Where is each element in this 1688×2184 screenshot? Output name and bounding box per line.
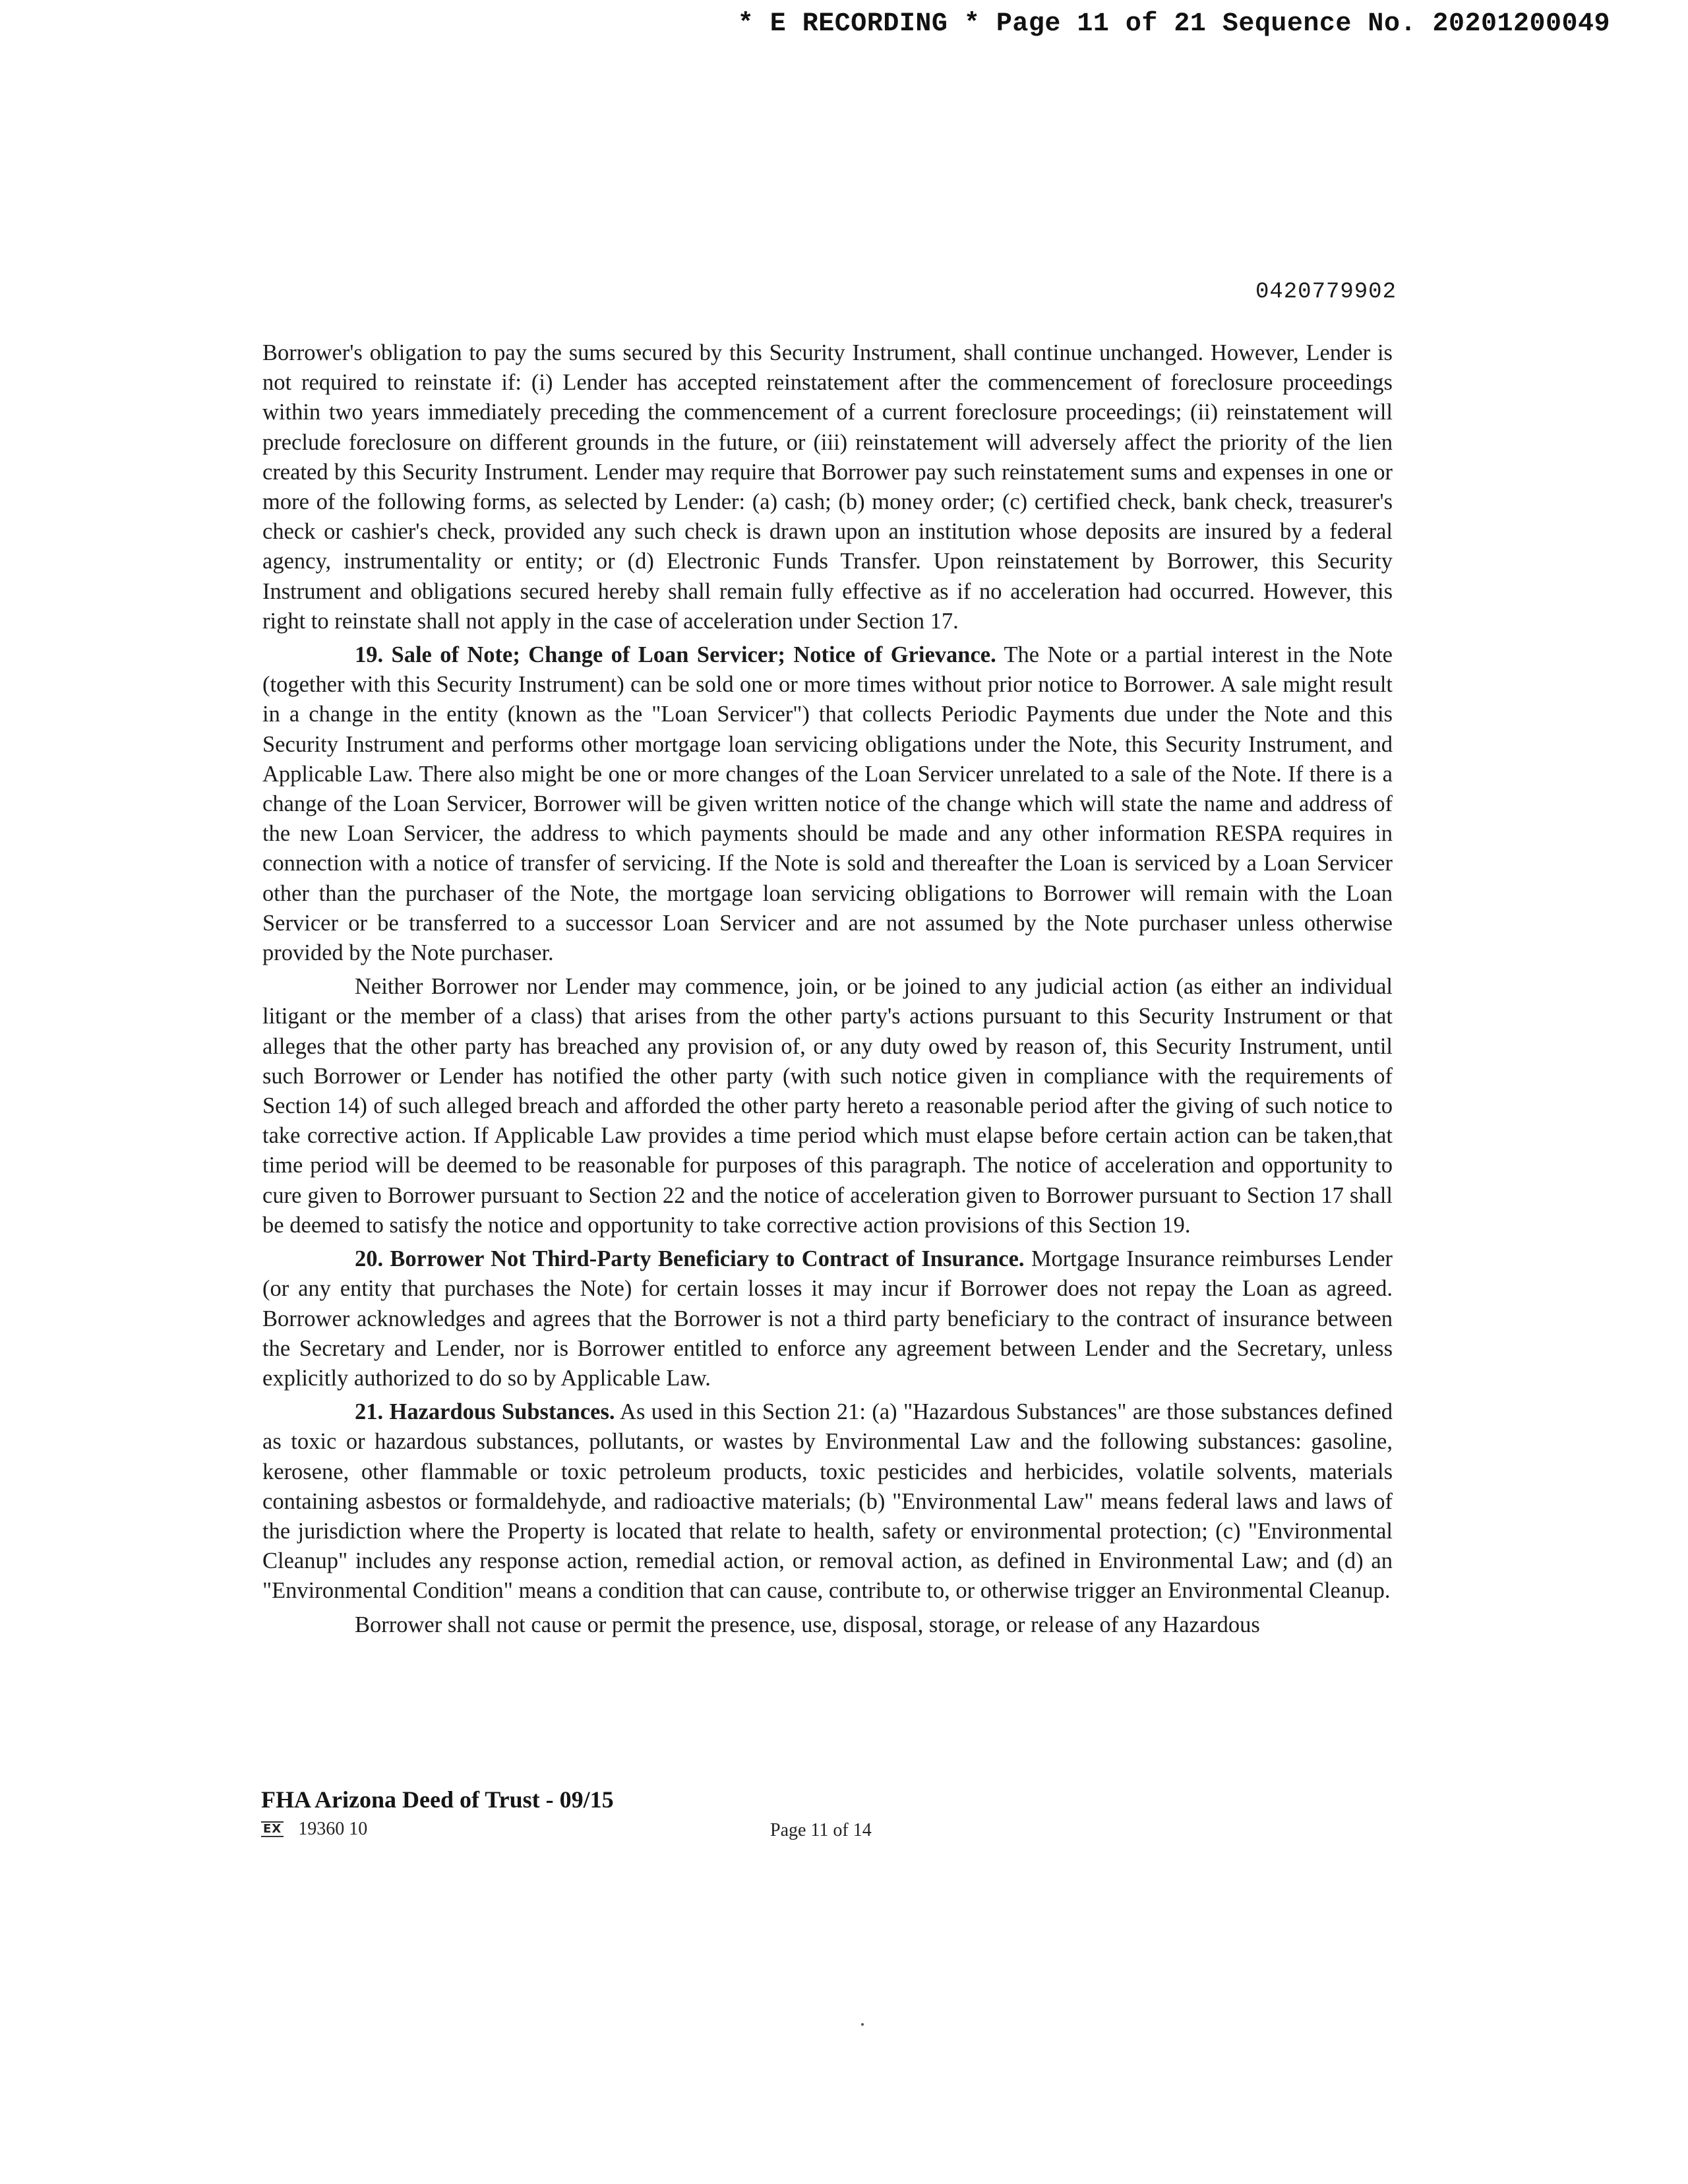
section-20-heading: 20. Borrower Not Third-Party Beneficiary to Contract of Insurance. <box>355 1246 1025 1272</box>
paragraph-text: The Note or a partial interest in the Note (together with this Security Instrument) can be sold one or more times without prior notice to Borrower. A sale might result in a change in the entity (known as the "Loan Servicer") that collects Periodic Payments due under the Note and this Security Instrument and performs other mortgage loan servicing obligations under the Note, this Security Instrument, and Applicable Law. There also might be one or more changes of the Loan Servicer unrelated to a sale of the Note. If there is a change of the Loan Servicer, Borrower will be given written notice of the change which will state the name and address of the new Loan Servicer, the address to which payments should be made and any other information RESPA requires in connection with a notice of transfer of servicing. If the Note is sold and thereafter the Loan is serviced by a Loan Servicer other than the purchaser of the Note, the mortgage loan servicing obligations to Borrower will remain with the Loan Servicer or be transferred to a successor Loan Servicer and are not assumed by the Note purchaser unless otherwise provided by the Note purchaser. <box>262 642 1393 966</box>
paragraph-text: Neither Borrower nor Lender may commence, join, or be joined to any judicial action (as either an individual litigant or the member of a class) that arises from the other party's actions pursuant to this Security Instrument or that alleges that the other party has breached any provision of, or any duty owed by reason of, this Security Instrument, until such Borrower or Lender has notified the other party (with such notice given in compliance with the requirements of Section 14) of such alleged breach and afforded the other party hereto a reasonable period after the giving of such notice to take corrective action. If Applicable Law provides a time period which must elapse before certain action can be taken,that time period will be deemed to be reasonable for purposes of this paragraph. The notice of acceleration and opportunity to cure given to Borrower pursuant to Section 22 and the notice of acceleration given to Borrower pursuant to Section 17 shall be deemed to satisfy the notice and opportunity to take corrective action provisions of this Section 19. <box>262 974 1393 1238</box>
section-19-heading: 19. Sale of Note; Change of Loan Servicer; Notice of Grievance. <box>355 642 996 668</box>
footer-page-number: Page 11 of 14 <box>770 1820 872 1840</box>
form-logo-icon: EX <box>261 1821 284 1837</box>
footer-form-title: FHA Arizona Deed of Trust - 09/15 <box>261 1786 614 1813</box>
recording-header: * E RECORDING * Page 11 of 21 Sequence No. 20201200049 <box>737 9 1610 39</box>
section-21-heading: 21. Hazardous Substances. <box>355 1399 615 1425</box>
section-21-paragraph <box>262 1397 1393 1606</box>
footer-form-id <box>261 1819 367 1840</box>
paragraph-text: Borrower shall not cause or permit the presence, use, disposal, storage, or release of any Hazardous <box>355 1612 1260 1637</box>
section-21-continuation-paragraph <box>262 1610 1393 1640</box>
section-19-grievance-paragraph <box>262 972 1393 1240</box>
document-body <box>262 338 1393 1644</box>
loan-number: 0420779902 <box>1255 280 1397 305</box>
form-number: 19360 10 <box>298 1819 368 1839</box>
paragraph-text: Mortgage Insurance reimburses Lender (or any entity that purchases the Note) for certain losses it may incur if Borrower does not repay the Loan as agreed. Borrower acknowledges and agrees that the Borrower is not a third party beneficiary to the contract of insurance between the Secretary and Lender, nor is Borrower entitled to enforce any agreement between Lender and the Secretary, unless explicitly authorized to do so by Applicable Law. <box>262 1246 1393 1391</box>
paragraph-text: Borrower's obligation to pay the sums secured by this Security Instrument, shall continue unchanged. However, Lender is not required to reinstate if: (i) Lender has accepted reinstatement after the commencement of foreclosure proceedings within two years immediately preceding the commencement of a current foreclosure proceedings; (ii) reinstatement will preclude foreclosure on different grounds in the future, or (iii) reinstatement will adversely affect the priority of the lien created by this Security Instrument. Lender may require that Borrower pay such reinstatement sums and expenses in one or more of the following forms, as selected by Lender: (a) cash; (b) money order; (c) certified check, bank check, treasurer's check or cashier's check, provided any such check is drawn upon an institution whose deposits are insured by a federal agency, instrumentality or entity; or (d) Electronic Funds Transfer. Upon reinstatement by Borrower, this Security Instrument and obligations secured hereby shall remain fully effective as if no acceleration had occurred. However, this right to reinstate shall not apply in the case of acceleration under Section 17. <box>262 340 1393 634</box>
scan-speck <box>861 2023 864 2026</box>
paragraph-reinstatement <box>262 338 1393 636</box>
section-19-paragraph <box>262 640 1393 968</box>
section-20-paragraph <box>262 1244 1393 1393</box>
paragraph-text: As used in this Section 21: (a) "Hazardous Substances" are those substances defined as toxic or hazardous substances, pollutants, or wastes by Environmental Law and the following substances: gasoline, kerosene, other flammable or toxic petroleum products, toxic pesticides and herbicides, volatile solvents, materials containing asbestos or formaldehyde, and radioactive materials; (b) "Environmental Law" means federal laws and laws of the jurisdiction where the Property is located that relate to health, safety or environmental protection; (c) "Environmental Cleanup" includes any response action, remedial action, or removal action, as defined in Environmental Law; and (d) an "Environmental Condition" means a condition that can cause, contribute to, or otherwise trigger an Environmental Cleanup. <box>262 1399 1393 1604</box>
